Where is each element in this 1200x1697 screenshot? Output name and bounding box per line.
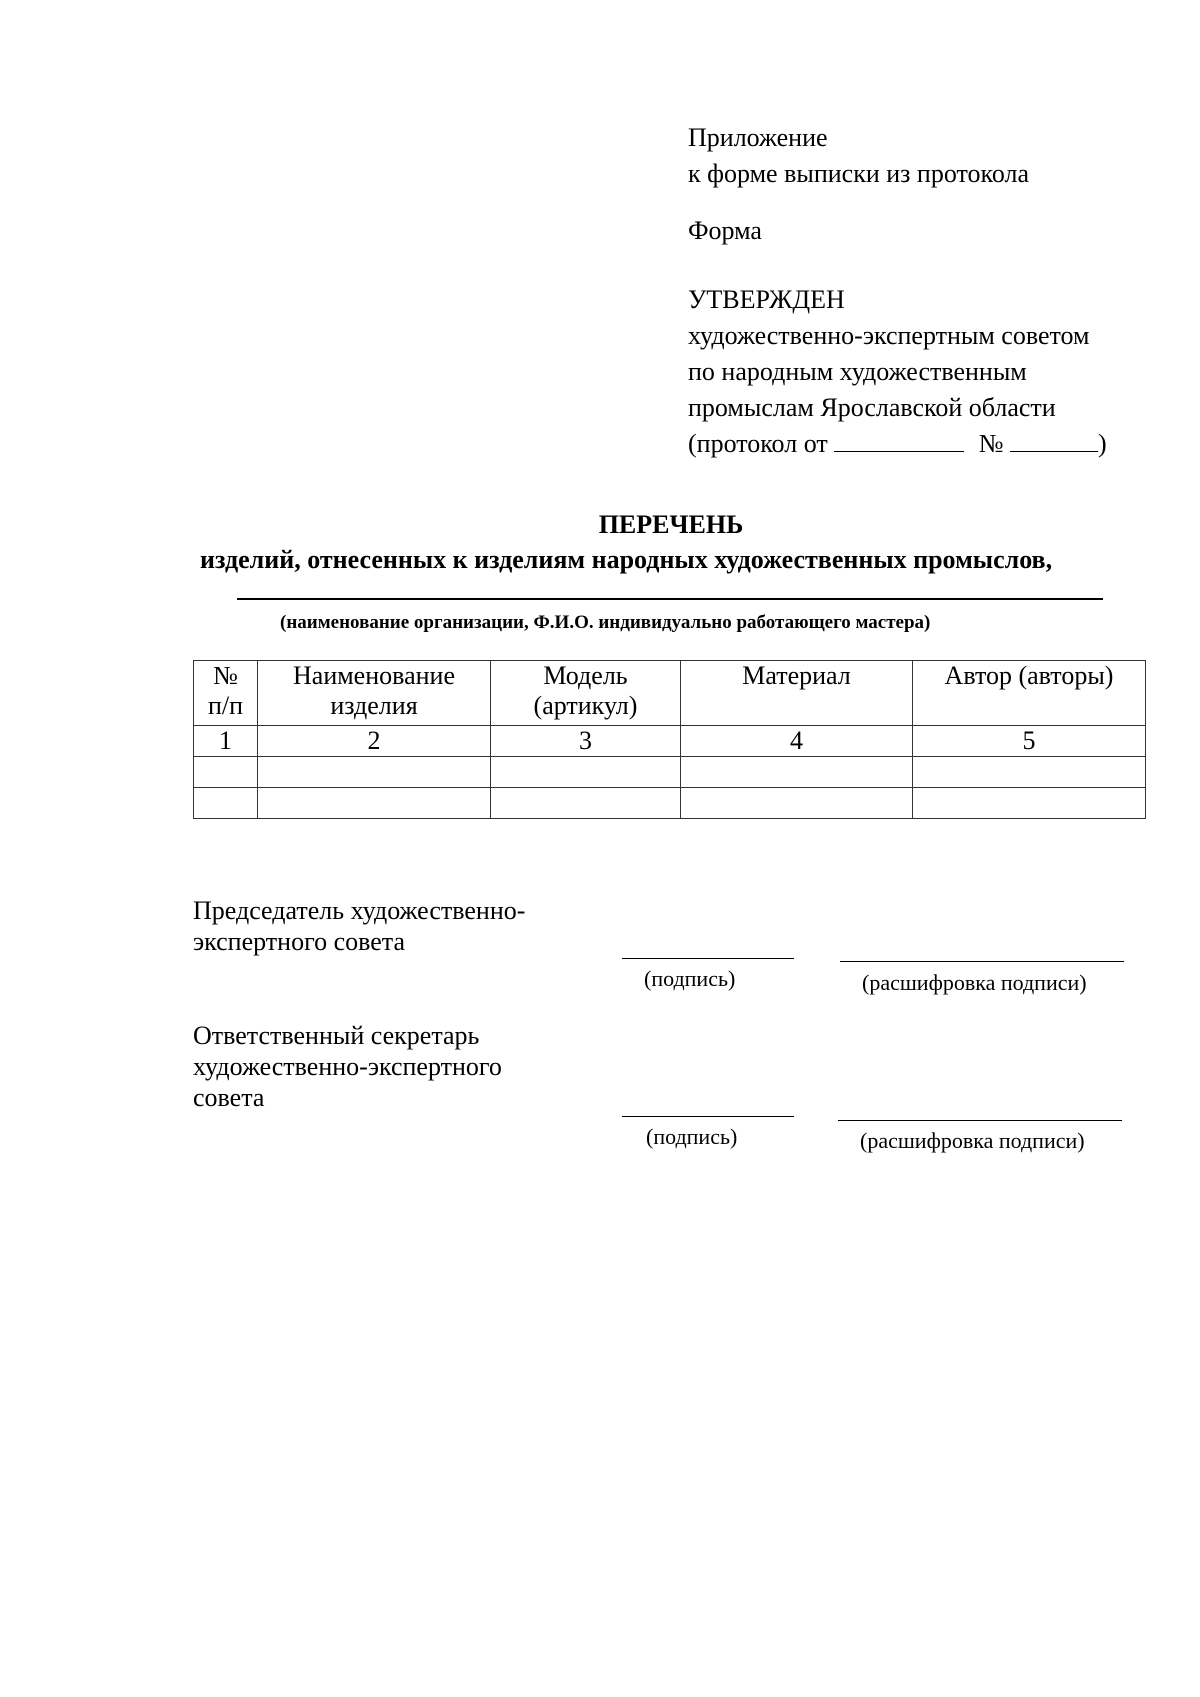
header-model-line-2: (артикул) — [533, 691, 638, 720]
secretary-role-line-1: Ответственный секретарь — [193, 1021, 480, 1050]
table-cell[interactable] — [258, 788, 491, 819]
header-number-line-1: № — [213, 661, 238, 690]
table-row — [194, 757, 1146, 788]
protocol-suffix: ) — [1098, 429, 1107, 458]
column-number-cell: 5 — [913, 726, 1146, 757]
header-model-line-1: Модель — [543, 661, 628, 690]
approved-line-2: по народным художественным — [688, 357, 1027, 386]
secretary-role — [193, 1020, 502, 1113]
secretary-role-line-3: совета — [193, 1083, 265, 1112]
header-cell-material — [681, 661, 913, 726]
approved-title: УТВЕРЖДЕН — [688, 285, 845, 314]
table-cell[interactable] — [681, 757, 913, 788]
secretary-role-line-2: художественно-экспертного — [193, 1052, 502, 1081]
table-row — [194, 788, 1146, 819]
organization-caption: (наименование организации, Ф.И.О. индивидуально работающего мастера) — [280, 612, 931, 633]
form-label: Форма — [688, 216, 762, 245]
chairman-role-line-1: Председатель художественно- — [193, 896, 526, 925]
header-material-line-1: Материал — [742, 661, 851, 690]
header-cell-name — [258, 661, 491, 726]
chairman-role — [193, 895, 525, 957]
header-number-line-2: п/п — [207, 691, 244, 720]
approved-line-1: художественно-экспертным советом — [688, 321, 1090, 350]
secretary-decoding-line[interactable] — [838, 1120, 1122, 1121]
column-number-cell: 4 — [681, 726, 913, 757]
chairman-decoding-caption: (расшифровка подписи) — [862, 970, 1087, 995]
table-cell[interactable] — [491, 757, 681, 788]
secretary-decoding-caption: (расшифровка подписи) — [860, 1128, 1085, 1153]
protocol-date-blank[interactable] — [834, 450, 964, 452]
protocol-prefix: (протокол от — [688, 429, 828, 458]
secretary-signature-line[interactable] — [622, 1116, 794, 1117]
chairman-signature-caption: (подпись) — [644, 966, 736, 991]
header-name-line-2: изделия — [330, 691, 418, 720]
approved-line-3: промыслам Ярославской области — [688, 393, 1056, 422]
header-name-line-1: Наименование — [293, 661, 455, 690]
table-cell[interactable] — [194, 757, 258, 788]
appendix-header — [688, 120, 1029, 192]
table-cell[interactable] — [258, 757, 491, 788]
document-subtitle: изделий, отнесенных к изделиям народных художественных промыслов, — [200, 545, 1053, 574]
organization-name-line[interactable] — [237, 598, 1103, 600]
chairman-role-line-2: экспертного совета — [193, 927, 406, 956]
table-cell[interactable] — [491, 788, 681, 819]
chairman-signature-line[interactable] — [622, 958, 794, 959]
column-number-cell: 2 — [258, 726, 491, 757]
secretary-signature-caption: (подпись) — [646, 1124, 738, 1149]
protocol-number-sign: № — [978, 429, 1004, 458]
table-cell[interactable] — [681, 788, 913, 819]
chairman-decoding-line[interactable] — [840, 961, 1124, 962]
header-cell-model — [491, 661, 681, 726]
table-header-row — [194, 661, 1146, 726]
products-table — [193, 660, 1146, 819]
column-number-cell: 3 — [491, 726, 681, 757]
table-cell[interactable] — [913, 788, 1146, 819]
approval-block — [688, 282, 1107, 462]
protocol-line — [688, 426, 1107, 462]
appendix-line-2: к форме выписки из протокола — [688, 159, 1029, 188]
header-cell-author — [913, 661, 1146, 726]
table-cell[interactable] — [194, 788, 258, 819]
table-cell[interactable] — [913, 757, 1146, 788]
appendix-line-1: Приложение — [688, 123, 828, 152]
table-column-numbers-row — [194, 726, 1146, 757]
column-number-cell: 1 — [194, 726, 258, 757]
protocol-number-blank[interactable] — [1010, 450, 1098, 452]
header-author-line-1: Автор (авторы) — [944, 661, 1114, 690]
header-cell-number — [194, 661, 258, 726]
document-title: ПЕРЕЧЕНЬ — [598, 510, 744, 539]
